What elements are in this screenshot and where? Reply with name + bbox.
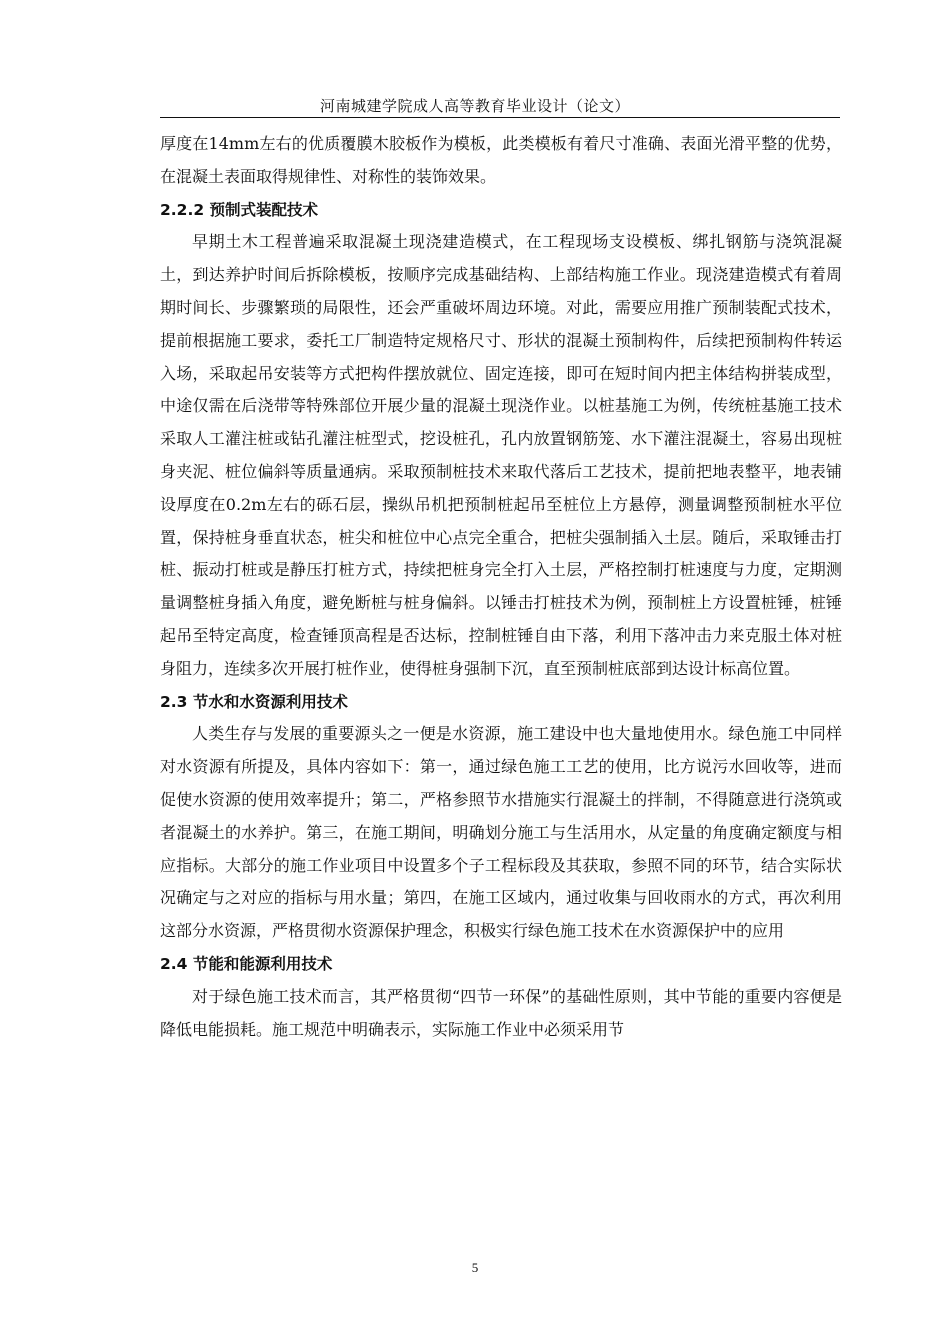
running-header-title: 河南城建学院成人高等教育毕业设计（论文） xyxy=(319,97,630,115)
paragraph-water-saving: 人类生存与发展的重要源头之一便是水资源，施工建设中也大量地使用水。绿色施工中同样对水资源有所提及，具体内容如下：第一，通过绿色施工工艺的使用，比方说污水回收等，进而促使水资源的使用效率提升；第二，严格参照节水措施实行混凝土的拌制，不得随意进行浇筑或者混凝土的水养护。第三，在施工期间，明确划分施工与生活用水，从定量的角度确定额度与相应指标。大部分的施工作业项目中设置多个子工程标段及其获取，参照不同的环节，结合实际状况确定与之对应的指标与用水量；第四，在施工区域内，通过收集与回收雨水的方式，再次利用这部分水资源，严格贯彻水资源保护理念，积极实行绿色施工技术在水资源保护中的应用 xyxy=(160,724,842,941)
section-heading-2-4: 2.4 节能和能源利用技术 xyxy=(160,954,333,973)
section-heading-2-2-2: 2.2.2 预制式装配技术 xyxy=(160,200,319,219)
header-divider xyxy=(160,117,840,118)
section-heading-2-3: 2.3 节水和水资源利用技术 xyxy=(160,692,348,711)
page-body xyxy=(160,128,842,1046)
paragraph-prefab-assembly: 早期土木工程普遍采取混凝土现浇建造模式，在工程现场支设模板、绑扎钢筋与浇筑混凝土，到达养护时间后拆除模板，按顺序完成基础结构、上部结构施工作业。现浇建造模式有着周期时间长、步骤繁琐的局限性，还会严重破坏周边环境。对此，需要应用推广预制装配式技术，提前根据施工要求，委托工厂制造特定规格尺寸、形状的混凝土预制构件，后续把预制构件转运入场，采取起吊安装等方式把构件摆放就位、固定连接，即可在短时间内把主体结构拼装成型，中途仅需在后浇带等特殊部位开展少量的混凝土现浇作业。以桩基施工为例，传统桩基施工技术采取人工灌注桩或钻孔灌注桩型式，挖设桩孔，孔内放置钢筋笼、水下灌注混凝土，容易出现桩身夹泥、桩位偏斜等质量通病。采取预制桩技术来取代落后工艺技术，提前把地表整平，地表铺设厚度在0.2m左右的砾石层，操纵吊机把预制桩起吊至桩位上方悬停，测量调整预制桩水平位置，保持桩身垂直状态，桩尖和桩位中心点完全重合，把桩尖强制插入土层。随后，采取锤击打桩、振动打桩或是静压打桩方式，持续把桩身完全打入土层，严格控制打桩速度与力度，定期测量调整桩身插入角度，避免断桩与桩身偏斜。以锤击打桩技术为例，预制桩上方设置桩锤，桩锤起吊至特定高度，检查锤顶高程是否达标，控制桩锤自由下落，利用下落冲击力来克服土体对桩身阻力，连续多次开展打桩作业，使得桩身强制下沉，直至预制桩底部到达设计标高位置。 xyxy=(160,232,842,678)
page-number: 5 xyxy=(471,1260,479,1275)
paragraph-continuation: 厚度在14mm左右的优质覆膜木胶板作为模板，此类模板有着尺寸准确、表面光滑平整的优势，在混凝土表面取得规律性、对称性的装饰效果。 xyxy=(160,134,842,186)
paragraph-energy-saving: 对于绿色施工技术而言，其严格贯彻“四节一环保”的基础性原则，其中节能的重要内容便是降低电能损耗。施工规范中明确表示，实际施工作业中必须采用节 xyxy=(160,986,842,1039)
